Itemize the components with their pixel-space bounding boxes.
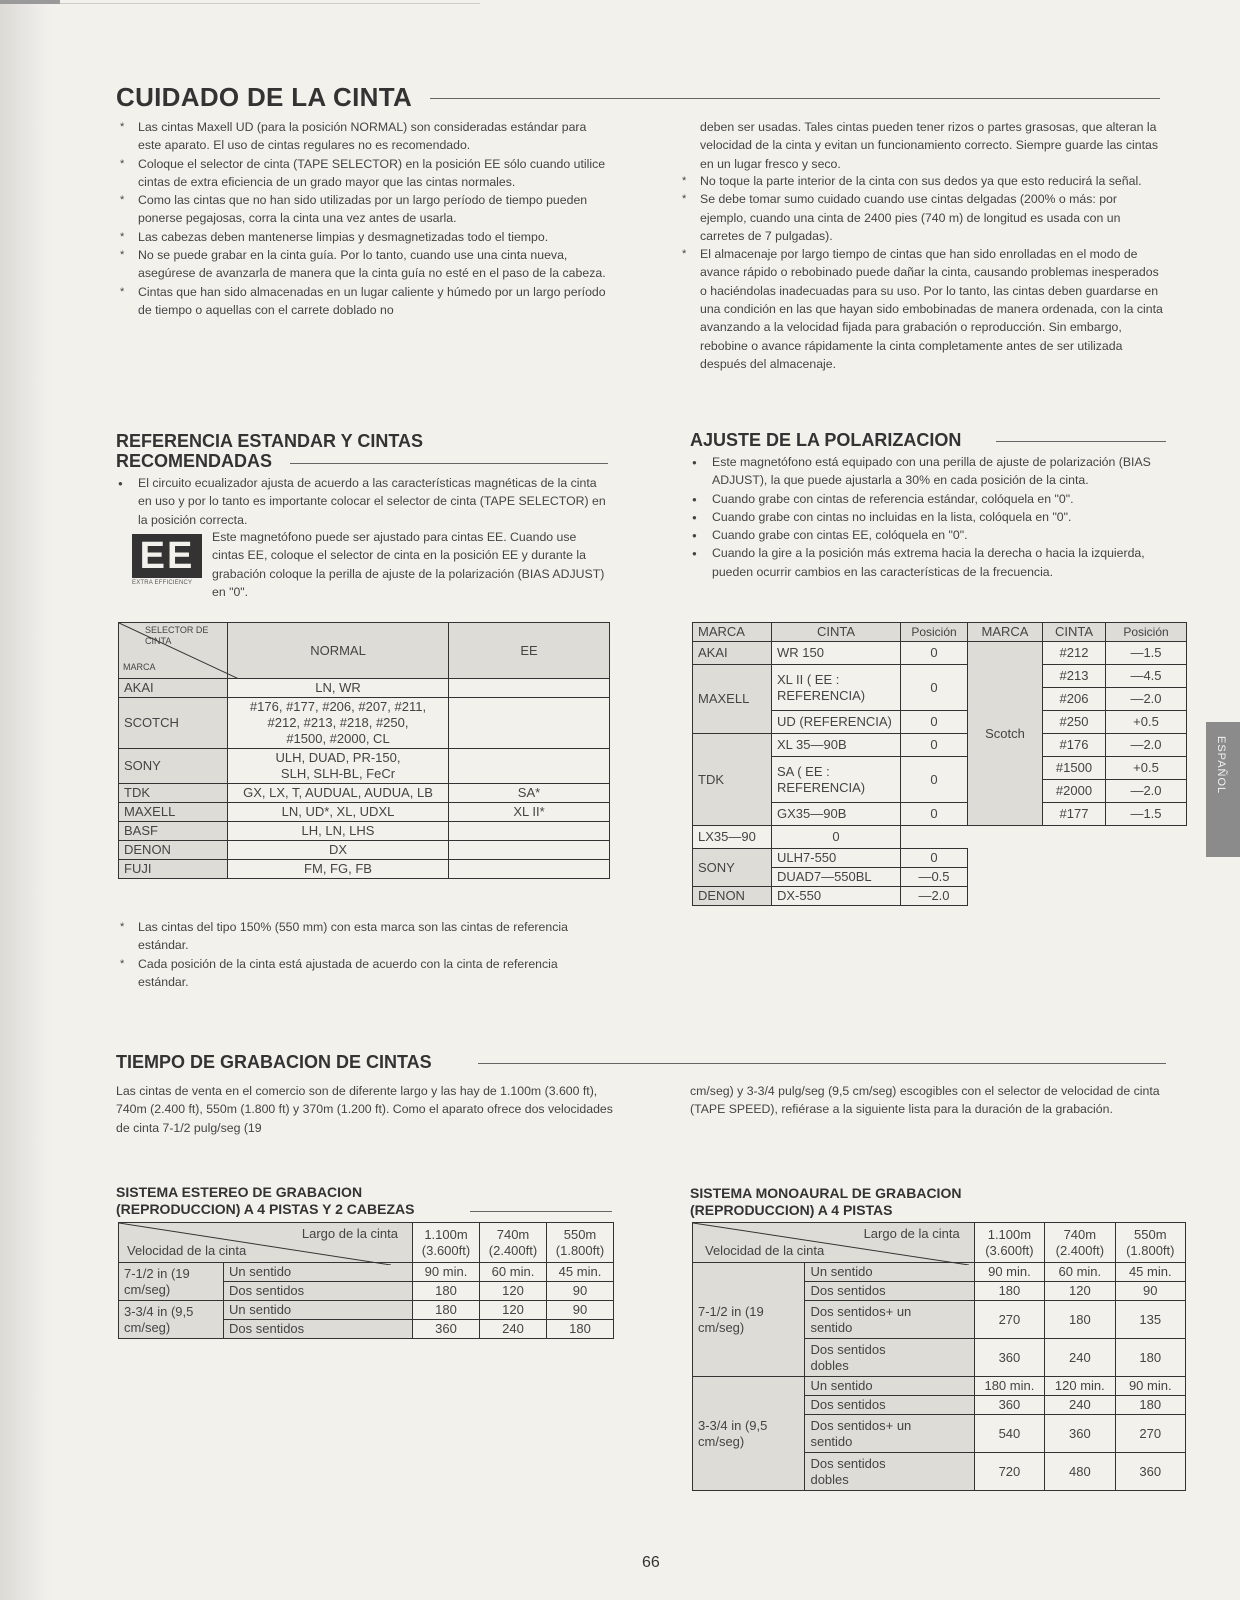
care-left-bullet: * Como las cintas que no han sido utilizadas por un largo período de tiempo pueden ponerse pegajosas, corra la cinta una vez antes de usarla. — [116, 191, 610, 228]
position-cell: —0.5 — [901, 868, 968, 887]
time-cell: 240 — [480, 1320, 547, 1339]
time-cell: 45 min. — [547, 1263, 614, 1282]
time-cell: 90 — [547, 1301, 614, 1320]
col-header-marca-2: MARCA — [968, 623, 1043, 642]
brand-cell: BASF — [119, 822, 228, 841]
tape-cell: GX35—90B — [772, 803, 901, 826]
col-header-length: 1.100m (3.600ft) — [413, 1223, 480, 1263]
brand-cell-tdk: TDK — [693, 734, 772, 826]
mode-cell: Dos sentidos — [224, 1282, 413, 1301]
stereo-title-rule — [470, 1211, 612, 1212]
mode-cell: Dos sentidos+ un sentido — [805, 1301, 974, 1339]
position-cell: 0 — [901, 734, 968, 757]
col-header-length: 740m (2.400ft) — [480, 1223, 547, 1263]
stereo-title-line1: SISTEMA ESTEREO DE GRABACION — [116, 1184, 363, 1200]
time-cell: 180 — [1115, 1396, 1185, 1415]
tape-cell: #213 — [1043, 665, 1106, 688]
normal-cell: LN, WR — [228, 679, 449, 698]
mode-cell: Un sentido — [224, 1301, 413, 1320]
reference-table-corner — [119, 623, 228, 679]
col-header-cinta: CINTA — [772, 623, 901, 642]
col-header-length: 550m (1.800ft) — [1115, 1223, 1185, 1263]
mono-title — [690, 1185, 961, 1219]
brand-cell: FUJI — [119, 860, 228, 879]
language-tab-label: ESPAÑOL — [1215, 736, 1227, 795]
bias-bullet: ● Cuando grabe con cintas EE, colóquela en "0". — [690, 526, 1166, 544]
top-edge-line — [60, 3, 480, 4]
tape-cell: LX35—90 — [693, 826, 772, 849]
page-number: 66 — [642, 1554, 660, 1571]
recording-paragraph-left: Las cintas de venta en el comercio son de diferente largo y las hay de 1.100m (3.600 ft), 740m (2.400 ft), 550m (1.800 ft) y 370m (1.200 ft). Como el aparato ofrece dos velocidades de cinta 7-1/2 pulg/seg (19 — [116, 1084, 613, 1135]
bias-bullet: ● Cuando la gire a la posición más extrema hacia la derecha o hacia la izquierda, pueden ocurrir cambios en las características de la frecuencia. — [690, 544, 1166, 581]
time-cell: 270 — [974, 1301, 1044, 1339]
time-cell: 120 — [480, 1282, 547, 1301]
ee-logo — [132, 534, 202, 594]
time-cell: 90 min. — [1115, 1377, 1185, 1396]
reference-title-line2: RECOMENDADAS — [116, 451, 273, 471]
position-cell: —4.5 — [1106, 665, 1187, 688]
mode-cell: Dos sentidos — [805, 1282, 974, 1301]
time-cell: 135 — [1115, 1301, 1185, 1339]
position-cell: —2.0 — [1106, 780, 1187, 803]
tape-cell: WR 150 — [772, 642, 901, 665]
brand-cell-denon: DENON — [693, 887, 772, 906]
time-cell: 360 — [974, 1396, 1044, 1415]
ee-cell — [449, 860, 610, 879]
mode-cell: Dos sentidos dobles — [805, 1453, 974, 1491]
recording-title: TIEMPO DE GRABACION DE CINTAS — [116, 1052, 432, 1072]
position-cell: 0 — [901, 642, 968, 665]
position-cell: —2.0 — [901, 887, 968, 906]
brand-cell: SCOTCH — [119, 698, 228, 749]
brand-cell: TDK — [119, 784, 228, 803]
reference-list — [116, 474, 610, 529]
normal-cell: FM, FG, FB — [228, 860, 449, 879]
time-cell: 90 min. — [974, 1263, 1044, 1282]
mono-title-line1: SISTEMA MONOAURAL DE GRABACION — [690, 1185, 962, 1201]
mode-cell: Dos sentidos+ un sentido — [805, 1415, 974, 1453]
time-cell: 180 — [547, 1320, 614, 1339]
time-cell: 60 min. — [480, 1263, 547, 1282]
speed-cell: 7-1/2 in (19 cm/seg) — [119, 1263, 224, 1301]
tape-cell: XL II ( EE : REFERENCIA) — [772, 665, 901, 711]
reference-notes — [116, 918, 610, 991]
tape-cell: SA ( EE : REFERENCIA) — [772, 757, 901, 803]
position-cell: 0 — [901, 665, 968, 711]
time-cell: 360 — [413, 1320, 480, 1339]
care-title: CUIDADO DE LA CINTA — [116, 82, 413, 112]
mode-cell: Un sentido — [224, 1263, 413, 1282]
col-header-length: 1.100m (3.600ft) — [974, 1223, 1044, 1263]
reference-title-line1: REFERENCIA ESTANDAR Y CINTAS — [116, 431, 424, 451]
top-edge-mark — [0, 0, 60, 4]
normal-cell: LH, LN, LHS — [228, 822, 449, 841]
care-right-continuation: deben ser usadas. Tales cintas pueden tener rizos o partes grasosas, que alteran la velocidad de la cinta y evitan un funcionamiento correcto. Siempre guarde las cintas en un lugar fresco y seco. — [700, 120, 1158, 171]
tape-cell: #250 — [1043, 711, 1106, 734]
corner-bottom-label: Velocidad de la cinta — [127, 1243, 247, 1258]
col-header-posicion: Posición — [901, 623, 968, 642]
ee-description: Este magnetófono puede ser ajustado para cintas EE. Cuando use cintas EE, coloque el selector de cinta en la posición EE y durante la grabación coloque la perilla de ajuste de la polarización (BIAS ADJUST) en "0". — [212, 530, 605, 599]
care-left-bullet: * Cintas que han sido almacenadas en un lugar caliente y húmedo por un largo período de tiempo o aquellas con el carrete doblado no — [116, 283, 610, 320]
brand-cell-akai: AKAI — [693, 642, 772, 665]
mode-cell: Un sentido — [805, 1263, 974, 1282]
position-cell: 0 — [901, 849, 968, 868]
mode-cell: Dos sentidos — [224, 1320, 413, 1339]
tape-cell: ULH7-550 — [772, 849, 901, 868]
ee-cell — [449, 698, 610, 749]
tape-cell: XL 35—90B — [772, 734, 901, 757]
mono-title-line2: (REPRODUCCION) A 4 PISTAS — [690, 1202, 893, 1218]
stereo-title — [116, 1184, 414, 1218]
time-cell: 270 — [1115, 1415, 1185, 1453]
time-cell: 360 — [1115, 1453, 1185, 1491]
mono-corner — [693, 1223, 975, 1263]
reference-note: * Las cintas del tipo 150% (550 mm) con esta marca son las cintas de referencia estándar. — [116, 918, 610, 955]
col-header-normal: NORMAL — [228, 623, 449, 679]
time-cell: 60 min. — [1045, 1263, 1115, 1282]
normal-cell: #176, #177, #206, #207, #211, #212, #213, #218, #250, #1500, #2000, CL — [228, 698, 449, 749]
care-right-list — [678, 172, 1164, 373]
position-cell: 0 — [772, 826, 901, 849]
time-cell: 240 — [1045, 1396, 1115, 1415]
care-left-list — [116, 118, 610, 319]
tape-cell: #206 — [1043, 688, 1106, 711]
position-cell: 0 — [901, 757, 968, 803]
care-left-bullet: * Las cintas Maxell UD (para la posición NORMAL) son consideradas estándar para este aparato. El uso de cintas regulares no es recomendado. — [116, 118, 610, 155]
col-header-marca: MARCA — [693, 623, 772, 642]
language-tab — [1206, 722, 1240, 857]
brand-cell-sony: SONY — [693, 849, 772, 887]
bias-title: AJUSTE DE LA POLARIZACION — [690, 430, 962, 450]
col-header-length: 550m (1.800ft) — [547, 1223, 614, 1263]
time-cell: 180 — [413, 1282, 480, 1301]
col-header-ee: EE — [449, 623, 610, 679]
speed-cell: 7-1/2 in (19 cm/seg) — [693, 1263, 805, 1377]
col-header-cinta-2: CINTA — [1043, 623, 1106, 642]
time-cell: 90 — [1115, 1282, 1185, 1301]
time-cell: 120 — [480, 1301, 547, 1320]
normal-cell: LN, UD*, XL, UDXL — [228, 803, 449, 822]
time-cell: 360 — [974, 1339, 1044, 1377]
bias-bullet: ● Cuando grabe con cintas no incluidas en la lista, colóquela en "0". — [690, 508, 1166, 526]
tape-cell: UD (REFERENCIA) — [772, 711, 901, 734]
time-cell: 240 — [1045, 1339, 1115, 1377]
brand-cell-scotch: Scotch — [968, 642, 1043, 826]
care-left-bullet: * No se puede grabar en la cinta guía. Por lo tanto, cuando use una cinta nueva, asegúrese de avanzarla de manera que la cinta guía no esté en el paso de la cabeza. — [116, 246, 610, 283]
brand-cell-maxell: MAXELL — [693, 665, 772, 734]
reference-table — [118, 622, 610, 879]
bias-list — [690, 453, 1166, 581]
position-cell: 0 — [901, 803, 968, 826]
speed-cell: 3-3/4 in (9,5 cm/seg) — [119, 1301, 224, 1339]
time-cell: 180 — [974, 1282, 1044, 1301]
position-cell: —1.5 — [1106, 642, 1187, 665]
bias-table — [692, 622, 1187, 906]
col-header-length: 740m (2.400ft) — [1045, 1223, 1115, 1263]
col-header-posicion-2: Posición — [1106, 623, 1187, 642]
tape-cell: #177 — [1043, 803, 1106, 826]
normal-cell: ULH, DUAD, PR-150, SLH, SLH-BL, FeCr — [228, 749, 449, 784]
reference-title — [116, 431, 423, 471]
bias-bullet: ● Cuando grabe con cintas de referencia estándar, colóquela en "0". — [690, 490, 1166, 508]
care-right-bullet: * No toque la parte interior de la cinta con sus dedos ya que esto reducirá la señal. — [678, 172, 1164, 190]
time-cell: 480 — [1045, 1453, 1115, 1491]
care-right-bullet: * El almacenaje por largo tiempo de cintas que han sido enrolladas en el modo de avance rápido o rebobinado puede dañar la cinta, causando problemas inesperados o haciéndolas inadecuadas para su uso. Por lo tanto, las cintas deben guardarse en una condición en las que hayan sido embobinadas de manera ordenada, con la cinta avanzando a la velocidad fijada para grabación o reproducción. Sin embargo, rebobine o avance rápidamente la cinta completamente antes de ser utilizada después del almacenaje. — [678, 245, 1164, 373]
time-cell: 90 min. — [413, 1263, 480, 1282]
position-cell: +0.5 — [1106, 711, 1187, 734]
ee-logo-caption: EXTRA EFFICIENCY — [132, 580, 193, 586]
tape-cell: #1500 — [1043, 757, 1106, 780]
position-cell: —2.0 — [1106, 734, 1187, 757]
binding-edge — [0, 0, 52, 1600]
bias-bullet: ● Este magnetófono está equipado con una perilla de ajuste de polarización (BIAS ADJUST), la que puede ajustarla a 30% en cada posición de la cinta. — [690, 453, 1166, 490]
care-left-bullet: * Coloque el selector de cinta (TAPE SELECTOR) en la posición EE sólo cuando utilice cintas de extra eficiencia de un grado mayor que las cintas normales. — [116, 155, 610, 192]
position-cell: —2.0 — [1106, 688, 1187, 711]
stereo-table — [118, 1222, 614, 1339]
ee-cell: SA* — [449, 784, 610, 803]
time-cell: 90 — [547, 1282, 614, 1301]
time-cell: 180 — [1115, 1339, 1185, 1377]
corner-bottom-label: Velocidad de la cinta — [705, 1243, 825, 1258]
ee-cell — [449, 749, 610, 784]
ee-cell: XL II* — [449, 803, 610, 822]
ee-cell — [449, 679, 610, 698]
corner-top-label: Largo de la cinta — [301, 1226, 398, 1241]
time-cell: 540 — [974, 1415, 1044, 1453]
tape-cell: #176 — [1043, 734, 1106, 757]
recording-title-rule — [478, 1063, 1166, 1064]
time-cell: 180 min. — [974, 1377, 1044, 1396]
position-cell: —1.5 — [1106, 803, 1187, 826]
time-cell: 180 — [1045, 1301, 1115, 1339]
corner-top-label: Largo de la cinta — [863, 1226, 960, 1241]
ee-logo-mark: EE — [132, 534, 202, 578]
stereo-corner — [119, 1223, 413, 1263]
corner-bottom-label: MARCA — [123, 662, 156, 672]
mono-table — [692, 1222, 1186, 1491]
brand-cell: SONY — [119, 749, 228, 784]
reference-bullet: ● El circuito ecualizador ajusta de acuerdo a las características magnéticas de la cinta en uso y por lo tanto es importante colocar el selector de cinta (TAPE SELECTOR) en la posición correcta. — [116, 474, 610, 529]
tape-cell: DUAD7—550BL — [772, 868, 901, 887]
recording-paragraph-right: cm/seg) y 3-3/4 pulg/seg (9,5 cm/seg) escogibles con el selector de velocidad de cinta (TAPE SPEED), refiérase a la siguiente lista para la duración de la grabación. — [690, 1084, 1160, 1117]
normal-cell: GX, LX, T, AUDUAL, AUDUA, LB — [228, 784, 449, 803]
time-cell: 720 — [974, 1453, 1044, 1491]
care-title-rule — [430, 98, 1160, 99]
care-left-bullet: * Las cabezas deben mantenerse limpias y desmagnetizadas todo el tiempo. — [116, 228, 610, 246]
stereo-title-line2: (REPRODUCCION) A 4 PISTAS Y 2 CABEZAS — [116, 1201, 415, 1217]
position-cell: +0.5 — [1106, 757, 1187, 780]
mode-cell: Un sentido — [805, 1377, 974, 1396]
reference-note: * Cada posición de la cinta está ajustada de acuerdo con la cinta de referencia estándar. — [116, 955, 610, 992]
brand-cell: MAXELL — [119, 803, 228, 822]
time-cell: 360 — [1045, 1415, 1115, 1453]
tape-cell: #2000 — [1043, 780, 1106, 803]
normal-cell: DX — [228, 841, 449, 860]
mode-cell: Dos sentidos dobles — [805, 1339, 974, 1377]
time-cell: 180 — [413, 1301, 480, 1320]
reference-title-rule — [290, 463, 608, 464]
bias-title-rule — [996, 441, 1166, 442]
position-cell: 0 — [901, 711, 968, 734]
ee-cell — [449, 841, 610, 860]
tape-cell: #212 — [1043, 642, 1106, 665]
mode-cell: Dos sentidos — [805, 1396, 974, 1415]
time-cell: 120 min. — [1045, 1377, 1115, 1396]
ee-cell — [449, 822, 610, 841]
time-cell: 45 min. — [1115, 1263, 1185, 1282]
speed-cell: 3-3/4 in (9,5 cm/seg) — [693, 1377, 805, 1491]
corner-top-label: SELECTOR DE CINTA — [145, 625, 209, 646]
brand-cell: AKAI — [119, 679, 228, 698]
tape-cell: DX-550 — [772, 887, 901, 906]
time-cell: 120 — [1045, 1282, 1115, 1301]
brand-cell: DENON — [119, 841, 228, 860]
care-right-bullet: * Se debe tomar sumo cuidado cuando use cintas delgadas (200% o más: por ejemplo, cuando una cinta de 2400 pies (740 m) de longitud es usada con un carretes de 7 pulgadas). — [678, 190, 1164, 245]
